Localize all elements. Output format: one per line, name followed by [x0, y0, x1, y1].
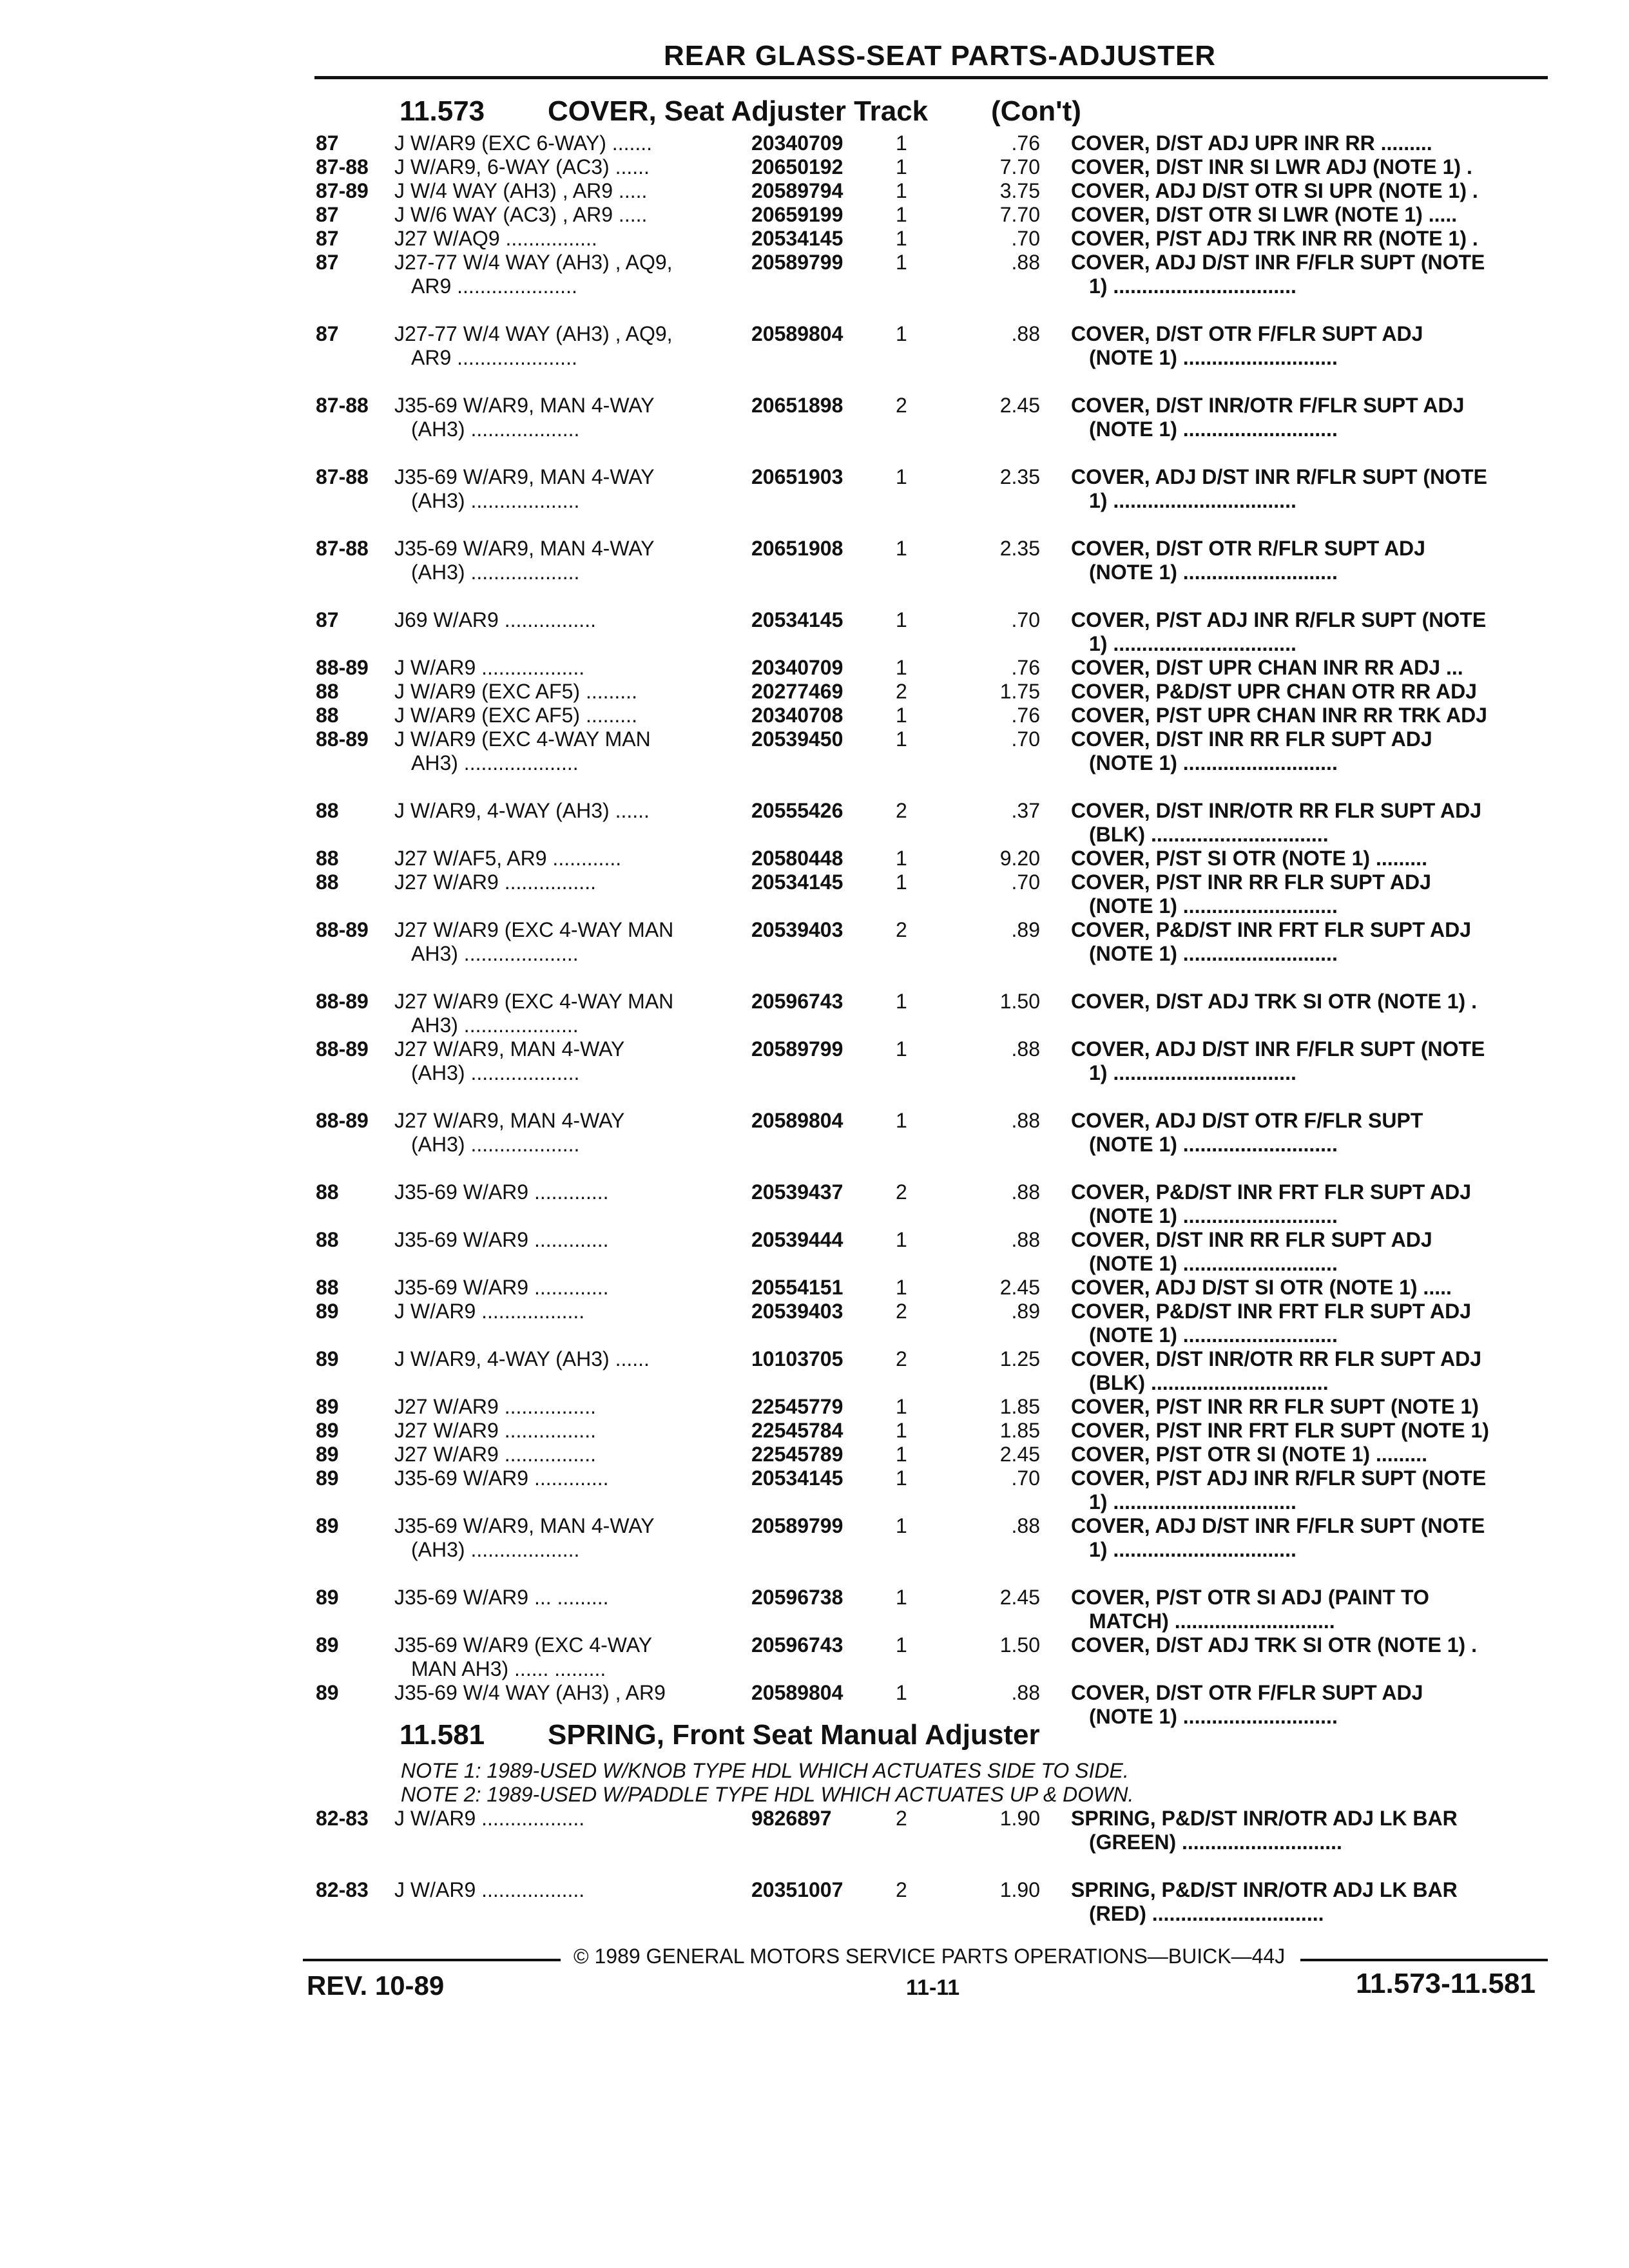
description-cell: SPRING, P&D/ST INR/OTR ADJ LK BAR — [1071, 1807, 1458, 1830]
revision-label: REV. 10-89 — [307, 1970, 445, 2001]
price-cell: 3.75 — [999, 179, 1040, 202]
application-cont-cell: AR9 ..................... — [411, 346, 577, 369]
year-cell: 88 — [316, 870, 339, 894]
application-cell: J35-69 W/AR9 ... ......... — [394, 1586, 609, 1609]
description-cell: COVER, P/ST INR FRT FLR SUPT (NOTE 1) — [1071, 1419, 1489, 1442]
price-cell: .76 — [1011, 704, 1040, 727]
description-cell: COVER, D/ST INR/OTR RR FLR SUPT ADJ — [1071, 1347, 1482, 1370]
description-cont-cell: 1) ................................ — [1089, 489, 1296, 512]
quantity-cell: 2 — [896, 799, 907, 822]
description-cont-cell: (NOTE 1) ........................... — [1089, 1323, 1338, 1347]
quantity-cell: 1 — [896, 1466, 907, 1490]
price-cell: 1.85 — [999, 1419, 1040, 1442]
quantity-cell: 2 — [896, 394, 907, 417]
price-cell: 1.50 — [999, 990, 1040, 1013]
price-cell: .70 — [1011, 608, 1040, 631]
quantity-cell: 2 — [896, 1878, 907, 1901]
year-cell: 88-89 — [316, 1037, 369, 1061]
year-cell: 88-89 — [316, 990, 369, 1013]
price-cell: 1.50 — [999, 1633, 1040, 1657]
description-cell: COVER, P/ST OTR SI (NOTE 1) ......... — [1071, 1443, 1427, 1466]
application-cell: J27 W/AR9, MAN 4-WAY — [394, 1109, 625, 1132]
price-cell: .88 — [1011, 1514, 1040, 1537]
application-cell: J35-69 W/4 WAY (AH3) , AR9 — [394, 1681, 666, 1704]
price-cell: .88 — [1011, 1681, 1040, 1704]
price-cell: 2.35 — [999, 465, 1040, 488]
year-cell: 89 — [316, 1347, 339, 1370]
quantity-cell: 1 — [896, 1228, 907, 1251]
year-cell: 89 — [316, 1586, 339, 1609]
year-cell: 89 — [316, 1633, 339, 1657]
application-cell: J27 W/AR9 ................ — [394, 1395, 596, 1418]
description-cont-cell: (BLK) ............................... — [1089, 1371, 1329, 1394]
price-cell: .89 — [1011, 1300, 1040, 1323]
quantity-cell: 1 — [896, 537, 907, 560]
year-cell: 87-89 — [316, 179, 369, 202]
price-cell: 1.90 — [999, 1878, 1040, 1901]
part-number-cell: 20555426 — [751, 799, 843, 822]
description-cell: COVER, ADJ D/ST OTR F/FLR SUPT — [1071, 1109, 1423, 1132]
quantity-cell: 2 — [896, 918, 907, 941]
application-cell: J35-69 W/AR9 ............. — [394, 1180, 609, 1204]
application-cell: J W/AR9, 4-WAY (AH3) ...... — [394, 799, 650, 822]
quantity-cell: 1 — [896, 1633, 907, 1657]
price-cell: .70 — [1011, 870, 1040, 894]
description-cont-cell: 1) ................................ — [1089, 274, 1296, 298]
price-cell: 2.45 — [999, 1276, 1040, 1299]
part-number-cell: 20651908 — [751, 537, 843, 560]
footer-divider — [303, 1959, 561, 1961]
description-cell: COVER, D/ST ADJ TRK SI OTR (NOTE 1) . — [1071, 1633, 1477, 1657]
application-cell: J69 W/AR9 ................ — [394, 608, 596, 631]
description-cell: COVER, D/ST INR SI LWR ADJ (NOTE 1) . — [1071, 155, 1472, 178]
part-number-cell: 20539450 — [751, 727, 843, 751]
quantity-cell: 1 — [896, 179, 907, 202]
description-cont-cell: (BLK) ............................... — [1089, 823, 1329, 846]
description-cell: COVER, ADJ D/ST INR F/FLR SUPT (NOTE — [1071, 1514, 1485, 1537]
year-cell: 87 — [316, 203, 339, 226]
application-cell: J W/AR9 (EXC 6-WAY) ....... — [394, 131, 653, 155]
quantity-cell: 1 — [896, 1109, 907, 1132]
application-cell: J35-69 W/AR9, MAN 4-WAY — [394, 1514, 655, 1537]
quantity-cell: 1 — [896, 1395, 907, 1418]
quantity-cell: 1 — [896, 1514, 907, 1537]
description-cell: COVER, D/ST OTR R/FLR SUPT ADJ — [1071, 537, 1425, 560]
part-number-cell: 20589799 — [751, 1514, 843, 1537]
description-cell: COVER, D/ST UPR CHAN INR RR ADJ ... — [1071, 656, 1463, 679]
note-1: NOTE 1: 1989-USED W/KNOB TYPE HDL WHICH ACTUATES SIDE TO SIDE. — [401, 1759, 1129, 1782]
description-cont-cell: (NOTE 1) ........................... — [1089, 561, 1338, 584]
quantity-cell: 2 — [896, 1180, 907, 1204]
year-cell: 89 — [316, 1419, 339, 1442]
part-number-cell: 20340709 — [751, 131, 843, 155]
footer-divider — [1300, 1959, 1548, 1961]
section-number: 11.581 — [400, 1719, 485, 1751]
price-cell: .76 — [1011, 131, 1040, 155]
year-cell: 88 — [316, 1276, 339, 1299]
description-cell: COVER, P/ST SI OTR (NOTE 1) ......... — [1071, 847, 1427, 870]
quantity-cell: 1 — [896, 1443, 907, 1466]
price-cell: .88 — [1011, 1180, 1040, 1204]
part-number-cell: 20534145 — [751, 1466, 843, 1490]
section-title: SPRING, Front Seat Manual Adjuster — [548, 1719, 1040, 1751]
application-cell: J W/AR9 .................. — [394, 1300, 585, 1323]
quantity-cell: 1 — [896, 131, 907, 155]
quantity-cell: 2 — [896, 680, 907, 703]
description-cell: COVER, P/ST ADJ INR R/FLR SUPT (NOTE — [1071, 608, 1487, 631]
price-cell: 2.45 — [999, 1586, 1040, 1609]
part-number-cell: 20554151 — [751, 1276, 843, 1299]
description-cell: COVER, D/ST OTR F/FLR SUPT ADJ — [1071, 1681, 1423, 1704]
part-number-cell: 22545789 — [751, 1443, 843, 1466]
description-cont-cell: (NOTE 1) ........................... — [1089, 1204, 1338, 1227]
part-number-cell: 20534145 — [751, 870, 843, 894]
application-cell: J W/AR9, 4-WAY (AH3) ...... — [394, 1347, 650, 1370]
year-cell: 87-88 — [316, 537, 369, 560]
description-cell: COVER, ADJ D/ST INR F/FLR SUPT (NOTE — [1071, 251, 1485, 274]
part-number-cell: 20589799 — [751, 1037, 843, 1061]
description-cell: COVER, D/ST ADJ TRK SI OTR (NOTE 1) . — [1071, 990, 1477, 1013]
part-number-cell: 20534145 — [751, 227, 843, 250]
year-cell: 88 — [316, 847, 339, 870]
part-number-cell: 20351007 — [751, 1878, 843, 1901]
part-number-cell: 20539437 — [751, 1180, 843, 1204]
quantity-cell: 2 — [896, 1807, 907, 1830]
application-cell: J W/AR9 .................. — [394, 1807, 585, 1830]
year-cell: 88 — [316, 1180, 339, 1204]
section-range: 11.573-11.581 — [1356, 1968, 1536, 1999]
application-cell: J27 W/AR9, MAN 4-WAY — [394, 1037, 625, 1061]
application-cell: J27 W/AR9 ................ — [394, 870, 596, 894]
application-cell: J27 W/AR9 ................ — [394, 1443, 596, 1466]
application-cont-cell: AH3) .................... — [411, 942, 579, 965]
description-cell: COVER, P/ST INR RR FLR SUPT (NOTE 1) — [1071, 1395, 1479, 1418]
part-number-cell: 20589799 — [751, 251, 843, 274]
application-cont-cell: (AH3) ................... — [411, 1538, 580, 1561]
application-cell: J27 W/AR9 (EXC 4-WAY MAN — [394, 918, 674, 941]
header-divider — [314, 76, 1548, 79]
quantity-cell: 1 — [896, 465, 907, 488]
price-cell: 1.85 — [999, 1395, 1040, 1418]
year-cell: 87-88 — [316, 155, 369, 178]
application-cell: J35-69 W/AR9 ............. — [394, 1276, 609, 1299]
description-cell: COVER, ADJ D/ST INR R/FLR SUPT (NOTE — [1071, 465, 1487, 488]
year-cell: 87-88 — [316, 465, 369, 488]
part-number-cell: 20589804 — [751, 1109, 843, 1132]
application-cell: J35-69 W/AR9, MAN 4-WAY — [394, 394, 655, 417]
year-cell: 89 — [316, 1300, 339, 1323]
application-cell: J W/AR9 (EXC AF5) ......... — [394, 704, 637, 727]
description-cont-cell: 1) ................................ — [1089, 1538, 1296, 1561]
quantity-cell: 1 — [896, 1681, 907, 1704]
application-cell: J35-69 W/AR9 ............. — [394, 1466, 609, 1490]
part-number-cell: 20651903 — [751, 465, 843, 488]
quantity-cell: 1 — [896, 704, 907, 727]
footer-copyright: © 1989 GENERAL MOTORS SERVICE PARTS OPERATIONS—BUICK—44J — [574, 1945, 1286, 1968]
application-cell: J W/4 WAY (AH3) , AR9 ..... — [394, 179, 648, 202]
description-cont-cell: 1) ................................ — [1089, 1490, 1296, 1514]
price-cell: .88 — [1011, 1037, 1040, 1061]
description-cell: COVER, ADJ D/ST SI OTR (NOTE 1) ..... — [1071, 1276, 1452, 1299]
description-cont-cell: (NOTE 1) ........................... — [1089, 1705, 1338, 1728]
application-cell: J27 W/AR9 ................ — [394, 1419, 596, 1442]
price-cell: .88 — [1011, 322, 1040, 345]
part-number-cell: 20589794 — [751, 179, 843, 202]
year-cell: 87-88 — [316, 394, 369, 417]
quantity-cell: 2 — [896, 1300, 907, 1323]
price-cell: .76 — [1011, 656, 1040, 679]
quantity-cell: 1 — [896, 322, 907, 345]
quantity-cell: 1 — [896, 656, 907, 679]
part-number-cell: 20596743 — [751, 1633, 843, 1657]
quantity-cell: 1 — [896, 155, 907, 178]
quantity-cell: 2 — [896, 1347, 907, 1370]
application-cont-cell: (AH3) ................... — [411, 1061, 580, 1084]
description-cell: COVER, P/ST INR RR FLR SUPT ADJ — [1071, 870, 1431, 894]
year-cell: 89 — [316, 1514, 339, 1537]
price-cell: .88 — [1011, 1109, 1040, 1132]
description-cell: COVER, D/ST OTR SI LWR (NOTE 1) ..... — [1071, 203, 1458, 226]
year-cell: 82-83 — [316, 1807, 369, 1830]
description-cell: COVER, P/ST OTR SI ADJ (PAINT TO — [1071, 1586, 1429, 1609]
application-cell: J W/AR9 .................. — [394, 656, 585, 679]
description-cont-cell: (NOTE 1) ........................... — [1089, 1133, 1338, 1156]
part-number-cell: 20651898 — [751, 394, 843, 417]
description-cont-cell: (NOTE 1) ........................... — [1089, 751, 1338, 774]
year-cell: 82-83 — [316, 1878, 369, 1901]
part-number-cell: 20539403 — [751, 918, 843, 941]
year-cell: 88-89 — [316, 656, 369, 679]
part-number-cell: 22545779 — [751, 1395, 843, 1418]
application-cell: J W/6 WAY (AC3) , AR9 ..... — [394, 203, 648, 226]
year-cell: 89 — [316, 1443, 339, 1466]
quantity-cell: 1 — [896, 227, 907, 250]
application-cont-cell: (AH3) ................... — [411, 561, 580, 584]
description-cont-cell: (NOTE 1) ........................... — [1089, 894, 1338, 918]
quantity-cell: 1 — [896, 1419, 907, 1442]
year-cell: 88 — [316, 799, 339, 822]
year-cell: 87 — [316, 131, 339, 155]
application-cell: J27 W/AR9 (EXC 4-WAY MAN — [394, 990, 674, 1013]
year-cell: 88-89 — [316, 1109, 369, 1132]
description-cell: COVER, P&D/ST INR FRT FLR SUPT ADJ — [1071, 1180, 1472, 1204]
year-cell: 87 — [316, 322, 339, 345]
application-cont-cell: AH3) .................... — [411, 1014, 579, 1037]
description-cont-cell: (GREEN) ............................ — [1089, 1831, 1342, 1854]
quantity-cell: 1 — [896, 1586, 907, 1609]
application-cell: J27 W/AQ9 ................ — [394, 227, 597, 250]
price-cell: 2.45 — [999, 394, 1040, 417]
description-cell: COVER, P/ST ADJ INR R/FLR SUPT (NOTE — [1071, 1466, 1487, 1490]
quantity-cell: 1 — [896, 608, 907, 631]
price-cell: 1.75 — [999, 680, 1040, 703]
description-cell: COVER, D/ST OTR F/FLR SUPT ADJ — [1071, 322, 1423, 345]
price-cell: .70 — [1011, 1466, 1040, 1490]
price-cell: 2.45 — [999, 1443, 1040, 1466]
quantity-cell: 1 — [896, 990, 907, 1013]
application-cell: J W/AR9 (EXC AF5) ......... — [394, 680, 637, 703]
quantity-cell: 1 — [896, 1037, 907, 1061]
year-cell: 88-89 — [316, 727, 369, 751]
part-number-cell: 20596738 — [751, 1586, 843, 1609]
page-title: REAR GLASS-SEAT PARTS-ADJUSTER — [664, 40, 1217, 72]
section-continued: (Con't) — [991, 95, 1081, 127]
description-cell: COVER, P&D/ST INR FRT FLR SUPT ADJ — [1071, 918, 1472, 941]
part-number-cell: 20539444 — [751, 1228, 843, 1251]
description-cell: COVER, P&D/ST INR FRT FLR SUPT ADJ — [1071, 1300, 1472, 1323]
note-2: NOTE 2: 1989-USED W/PADDLE TYPE HDL WHICH ACTUATES UP & DOWN. — [401, 1783, 1134, 1806]
application-cont-cell: AH3) .................... — [411, 751, 579, 774]
price-cell: 7.70 — [999, 203, 1040, 226]
description-cell: COVER, D/ST INR RR FLR SUPT ADJ — [1071, 1228, 1432, 1251]
part-number-cell: 20340708 — [751, 704, 843, 727]
year-cell: 89 — [316, 1681, 339, 1704]
price-cell: 2.35 — [999, 537, 1040, 560]
year-cell: 88 — [316, 704, 339, 727]
description-cell: COVER, ADJ D/ST OTR SI UPR (NOTE 1) . — [1071, 179, 1478, 202]
application-cell: J35-69 W/AR9 ............. — [394, 1228, 609, 1251]
year-cell: 89 — [316, 1466, 339, 1490]
price-cell: .70 — [1011, 227, 1040, 250]
part-number-cell: 22545784 — [751, 1419, 843, 1442]
page-number: 11-11 — [906, 1975, 960, 2000]
application-cont-cell: (AH3) ................... — [411, 489, 580, 512]
quantity-cell: 1 — [896, 847, 907, 870]
price-cell: .88 — [1011, 251, 1040, 274]
application-cont-cell: MAN AH3) ...... ......... — [411, 1657, 606, 1680]
description-cell: COVER, D/ST ADJ UPR INR RR ......... — [1071, 131, 1432, 155]
part-number-cell: 10103705 — [751, 1347, 843, 1370]
part-number-cell: 20659199 — [751, 203, 843, 226]
price-cell: 7.70 — [999, 155, 1040, 178]
year-cell: 87 — [316, 608, 339, 631]
description-cell: COVER, P/ST UPR CHAN INR RR TRK ADJ — [1071, 704, 1487, 727]
price-cell: 1.90 — [999, 1807, 1040, 1830]
price-cell: .37 — [1011, 799, 1040, 822]
application-cell: J35-69 W/AR9 (EXC 4-WAY — [394, 1633, 653, 1657]
price-cell: .88 — [1011, 1228, 1040, 1251]
quantity-cell: 1 — [896, 870, 907, 894]
price-cell: .70 — [1011, 727, 1040, 751]
description-cont-cell: MATCH) ............................ — [1089, 1610, 1335, 1633]
year-cell: 88 — [316, 1228, 339, 1251]
application-cont-cell: (AH3) ................... — [411, 418, 580, 441]
description-cont-cell: (NOTE 1) ........................... — [1089, 346, 1338, 369]
part-number-cell: 20589804 — [751, 1681, 843, 1704]
quantity-cell: 1 — [896, 1276, 907, 1299]
description-cell: COVER, D/ST INR/OTR F/FLR SUPT ADJ — [1071, 394, 1465, 417]
application-cell: J27 W/AF5, AR9 ............ — [394, 847, 622, 870]
application-cell: J W/AR9, 6-WAY (AC3) ...... — [394, 155, 650, 178]
application-cont-cell: AR9 ..................... — [411, 274, 577, 298]
description-cont-cell: 1) ................................ — [1089, 1061, 1296, 1084]
part-number-cell: 20580448 — [751, 847, 843, 870]
year-cell: 88-89 — [316, 918, 369, 941]
section-title: COVER, Seat Adjuster Track — [548, 95, 929, 127]
application-cell: J35-69 W/AR9, MAN 4-WAY — [394, 537, 655, 560]
description-cell: COVER, D/ST INR RR FLR SUPT ADJ — [1071, 727, 1432, 751]
year-cell: 88 — [316, 680, 339, 703]
description-cont-cell: (NOTE 1) ........................... — [1089, 418, 1338, 441]
description-cell: COVER, P&D/ST UPR CHAN OTR RR ADJ — [1071, 680, 1477, 703]
year-cell: 87 — [316, 227, 339, 250]
description-cell: COVER, P/ST ADJ TRK INR RR (NOTE 1) . — [1071, 227, 1478, 250]
application-cell: J27-77 W/4 WAY (AH3) , AQ9, — [394, 322, 673, 345]
application-cont-cell: (AH3) ................... — [411, 1133, 580, 1156]
part-number-cell: 20534145 — [751, 608, 843, 631]
section-number: 11.573 — [400, 95, 485, 127]
price-cell: .89 — [1011, 918, 1040, 941]
price-cell: 9.20 — [999, 847, 1040, 870]
quantity-cell: 1 — [896, 727, 907, 751]
description-cont-cell: (RED) .............................. — [1089, 1902, 1324, 1925]
part-number-cell: 20277469 — [751, 680, 843, 703]
part-number-cell: 20650192 — [751, 155, 843, 178]
quantity-cell: 1 — [896, 203, 907, 226]
description-cont-cell: 1) ................................ — [1089, 632, 1296, 655]
part-number-cell: 20596743 — [751, 990, 843, 1013]
description-cont-cell: (NOTE 1) ........................... — [1089, 942, 1338, 965]
quantity-cell: 1 — [896, 251, 907, 274]
part-number-cell: 20589804 — [751, 322, 843, 345]
application-cell: J27-77 W/4 WAY (AH3) , AQ9, — [394, 251, 673, 274]
application-cell: J35-69 W/AR9, MAN 4-WAY — [394, 465, 655, 488]
part-number-cell: 20539403 — [751, 1300, 843, 1323]
part-number-cell: 20340709 — [751, 656, 843, 679]
description-cell: SPRING, P&D/ST INR/OTR ADJ LK BAR — [1071, 1878, 1458, 1901]
price-cell: 1.25 — [999, 1347, 1040, 1370]
description-cell: COVER, D/ST INR/OTR RR FLR SUPT ADJ — [1071, 799, 1482, 822]
description-cell: COVER, ADJ D/ST INR F/FLR SUPT (NOTE — [1071, 1037, 1485, 1061]
application-cell: J W/AR9 .................. — [394, 1878, 585, 1901]
part-number-cell: 9826897 — [751, 1807, 832, 1830]
year-cell: 87 — [316, 251, 339, 274]
year-cell: 89 — [316, 1395, 339, 1418]
description-cont-cell: (NOTE 1) ........................... — [1089, 1252, 1338, 1275]
application-cell: J W/AR9 (EXC 4-WAY MAN — [394, 727, 651, 751]
